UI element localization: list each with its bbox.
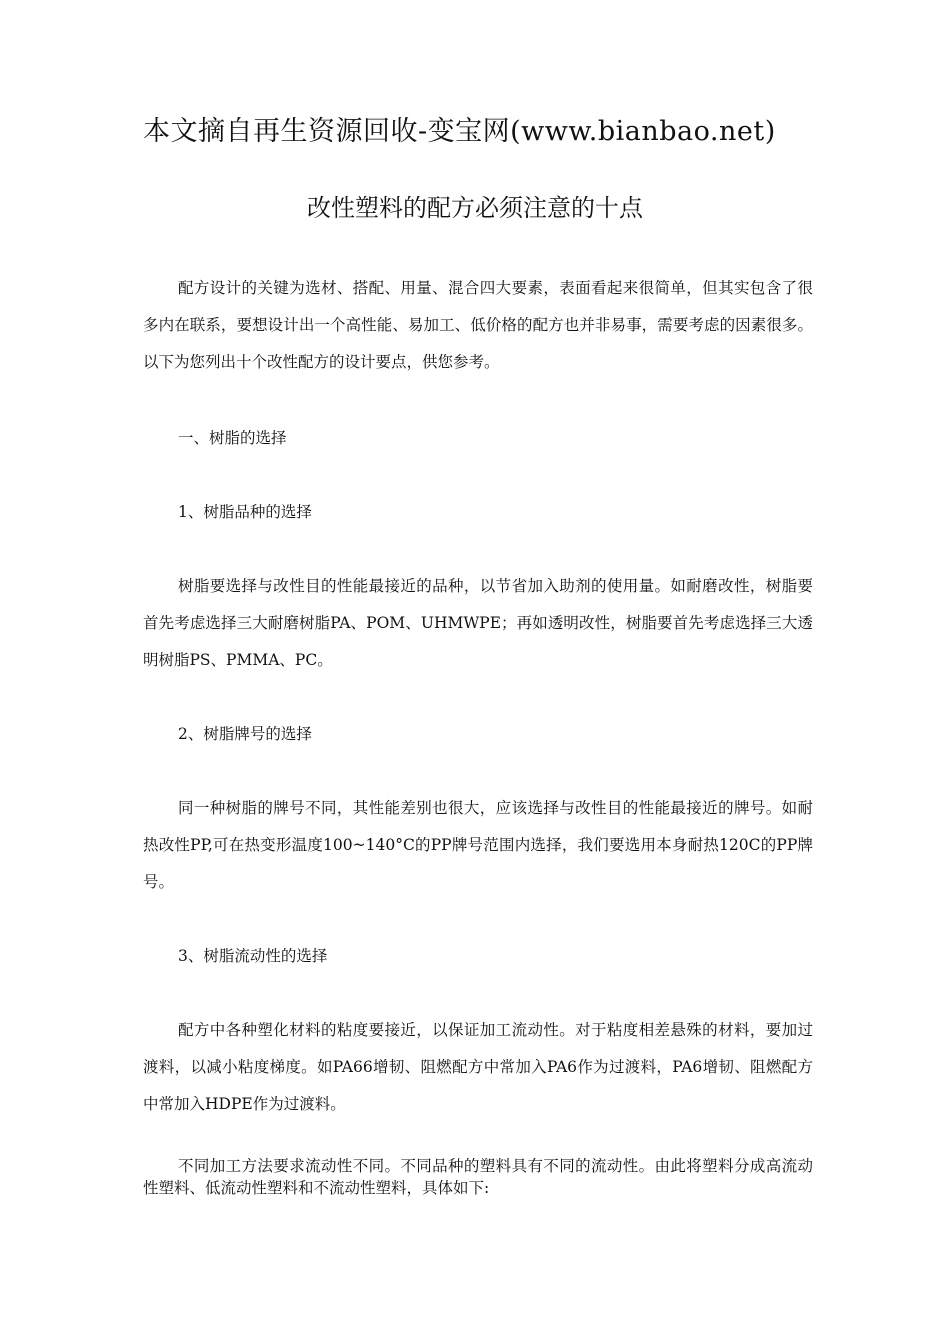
- subheading-resin-variety: 1、树脂品种的选择: [178, 503, 312, 521]
- source-line: 本文摘自再生资源回收-变宝网(www.bianbao.net): [143, 116, 776, 147]
- paragraph-resin-variety: 树脂要选择与改性目的性能最接近的品种，以节省加入助剂的使用量。如耐磨改性，树脂要首先考虑选择三大耐磨树脂PA、POM、UHMWPE；再如透明改性，树脂要首先考虑选择三大透明树脂PS、PMMA、PC。: [143, 577, 813, 669]
- intro-paragraph: 配方设计的关键为选材、搭配、用量、混合四大要素，表面看起来很简单，但其实包含了很多内在联系，要想设计出一个高性能、易加工、低价格的配方也并非易事，需要考虑的因素很多。以下为您列出十个改性配方的设计要点，供您参考。: [143, 279, 813, 371]
- subheading-resin-flowability: 3、树脂流动性的选择: [178, 947, 328, 965]
- paragraph-resin-flowability: 配方中各种塑化材料的粘度要接近，以保证加工流动性。对于粘度相差悬殊的材料，要加过渡料，以减小粘度梯度。如PA66增韧、阻燃配方中常加入PA6作为过渡料，PA6增韧、阻燃配方中常加入HDPE作为过渡料。: [143, 1021, 813, 1113]
- subheading-resin-grade: 2、树脂牌号的选择: [178, 725, 312, 743]
- section-heading-resin-selection: 一、树脂的选择: [178, 429, 287, 447]
- paragraph-resin-grade: 同一种树脂的牌号不同，其性能差别也很大，应该选择与改性目的性能最接近的牌号。如耐热改性PP,可在热变形温度100~140°C的PP牌号范围内选择，我们要选用本身耐热120C的PP牌号。: [143, 799, 813, 891]
- paragraph-processing-flow: 不同加工方法要求流动性不同。不同品种的塑料具有不同的流动性。由此将塑料分成高流动性塑料、低流动性塑料和不流动性塑料，具体如下:: [143, 1157, 813, 1197]
- document-title: 改性塑料的配方必须注意的十点: [307, 194, 643, 222]
